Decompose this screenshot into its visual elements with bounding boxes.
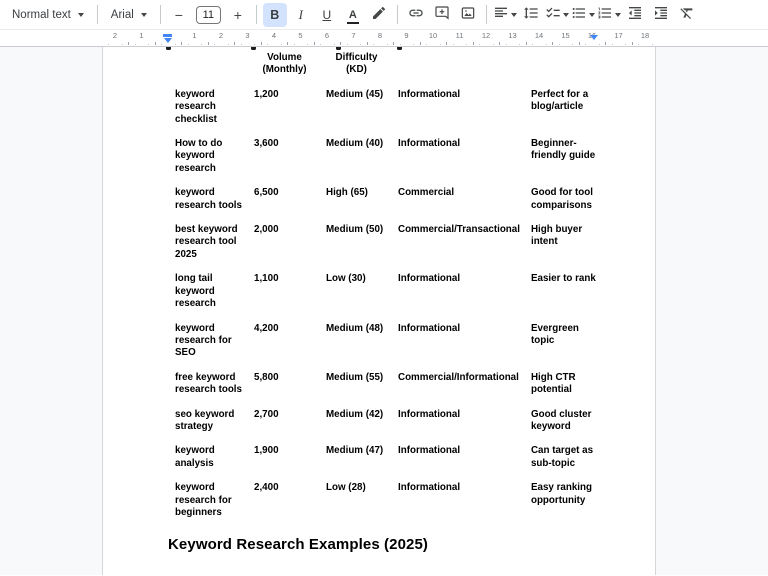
ruler-dot bbox=[400, 44, 401, 46]
link-icon bbox=[408, 5, 424, 24]
ruler-dot bbox=[612, 44, 613, 46]
table-cell[interactable]: Informational bbox=[398, 482, 461, 494]
checklist-button[interactable] bbox=[545, 3, 569, 27]
ruler-dot bbox=[638, 44, 639, 46]
ruler-dot bbox=[546, 44, 547, 46]
table-cell[interactable]: 1,100 bbox=[254, 273, 279, 285]
table-row bbox=[168, 273, 607, 322]
decrease-indent-button[interactable] bbox=[623, 3, 647, 27]
table-cell[interactable]: Medium (40) bbox=[326, 138, 384, 150]
italic-icon: I bbox=[298, 6, 303, 22]
document-heading[interactable]: Keyword Research Examples (2025) bbox=[168, 536, 428, 554]
ruler-dot bbox=[493, 44, 494, 46]
table-cell[interactable]: Evergreen topic bbox=[530, 322, 579, 346]
ruler-dot bbox=[625, 44, 626, 46]
ruler-number: 15 bbox=[561, 31, 570, 40]
checklist-icon bbox=[545, 5, 561, 24]
line-spacing-icon bbox=[523, 5, 539, 24]
table-row bbox=[168, 409, 607, 446]
ruler-dot bbox=[241, 44, 242, 46]
ruler-tick bbox=[155, 42, 156, 46]
ruler-tick bbox=[499, 42, 500, 46]
ruler-dot bbox=[148, 44, 149, 46]
ruler-dot bbox=[122, 44, 123, 46]
ruler-number: 8 bbox=[377, 31, 383, 40]
table-cell[interactable]: Informational bbox=[398, 273, 461, 285]
table-row bbox=[168, 323, 607, 372]
table-cell[interactable]: Medium (55) bbox=[326, 371, 384, 383]
ruler-tick bbox=[393, 42, 394, 46]
ruler-dot bbox=[599, 44, 600, 46]
chevron-down-icon bbox=[78, 13, 84, 17]
ruler-dot bbox=[281, 44, 282, 46]
table-header-cell[interactable]: Difficulty (KD) bbox=[335, 52, 378, 76]
ruler-dot bbox=[519, 44, 520, 46]
table-row bbox=[168, 138, 607, 187]
chevron-down-icon bbox=[511, 13, 517, 17]
toolbar-divider bbox=[97, 5, 98, 24]
toolbar-divider bbox=[397, 5, 398, 24]
ruler-number: 7 bbox=[351, 31, 356, 40]
clipped-text-remnant bbox=[336, 47, 341, 50]
ruler[interactable] bbox=[0, 30, 768, 47]
ruler-number: 2 bbox=[218, 31, 224, 40]
ruler-dot bbox=[347, 44, 348, 46]
table-header-cell[interactable]: Volume (Monthly) bbox=[262, 52, 307, 76]
toolbar-divider bbox=[160, 5, 161, 24]
ruler-number: 17 bbox=[614, 31, 623, 40]
table-header-cell[interactable] bbox=[524, 47, 607, 89]
keyword-table[interactable] bbox=[168, 47, 607, 531]
table-cell[interactable]: Easier to rank bbox=[530, 273, 596, 285]
ruler-tick bbox=[367, 42, 368, 46]
table-cell[interactable]: Medium (48) bbox=[326, 322, 384, 334]
clipped-text-remnant bbox=[397, 47, 402, 50]
table-cell[interactable]: keyword research tools bbox=[175, 187, 242, 211]
ruler-dot bbox=[479, 44, 480, 46]
ruler-dot bbox=[307, 44, 308, 46]
ruler-dot bbox=[254, 44, 255, 46]
ruler-dot bbox=[214, 44, 215, 46]
add-comment-icon bbox=[434, 5, 450, 24]
table-header-cell[interactable] bbox=[391, 47, 524, 89]
toolbar-divider bbox=[256, 5, 257, 24]
ruler-dot bbox=[334, 44, 335, 46]
ruler-number: 14 bbox=[534, 31, 544, 40]
ruler-dot bbox=[652, 44, 653, 46]
ruler-dot bbox=[453, 44, 454, 46]
table-cell[interactable]: 2,700 bbox=[254, 408, 279, 420]
ruler-dot bbox=[373, 44, 374, 46]
ruler-dot bbox=[320, 44, 321, 46]
ruler-number: 9 bbox=[404, 31, 409, 40]
table-cell[interactable]: Commercial/Informational bbox=[398, 371, 519, 383]
paragraph-style-selector[interactable] bbox=[4, 3, 92, 27]
ruler-tick bbox=[261, 42, 262, 46]
font-size-input[interactable]: 11 bbox=[196, 6, 221, 24]
bulleted-list-button[interactable] bbox=[571, 3, 595, 27]
toolbar bbox=[0, 0, 768, 30]
ruler-tick bbox=[579, 42, 580, 46]
clipped-text-remnant bbox=[166, 47, 171, 50]
table-cell[interactable]: 4,200 bbox=[254, 322, 279, 334]
ruler-tick bbox=[208, 42, 209, 46]
right-indent-marker[interactable] bbox=[590, 35, 598, 40]
line-spacing-button[interactable] bbox=[519, 3, 543, 27]
table-cell[interactable]: Medium (45) bbox=[326, 88, 384, 100]
ruler-number: 12 bbox=[481, 31, 491, 40]
ruler-dot bbox=[188, 44, 189, 46]
table-cell[interactable]: Good cluster keyword bbox=[530, 408, 592, 432]
ruler-number: 18 bbox=[640, 31, 650, 40]
table-cell[interactable]: seo keyword strategy bbox=[175, 408, 235, 432]
table-cell[interactable]: Informational bbox=[398, 138, 461, 150]
table-cell[interactable]: 6,500 bbox=[254, 187, 279, 199]
table-cell[interactable]: Medium (47) bbox=[326, 445, 384, 457]
ruler-number: 16 bbox=[587, 31, 597, 40]
table-cell[interactable]: High buyer intent bbox=[530, 224, 583, 248]
ruler-number: 10 bbox=[428, 31, 438, 40]
decrease-font-size-button[interactable]: − bbox=[167, 3, 191, 27]
ruler-dot bbox=[108, 44, 109, 46]
ruler-tick bbox=[234, 42, 235, 46]
table-cell[interactable]: best keyword research tool 2025 bbox=[175, 224, 238, 260]
table-cell[interactable]: Commercial bbox=[398, 187, 455, 199]
image-icon bbox=[460, 5, 476, 24]
table-cell[interactable]: Informational bbox=[398, 408, 461, 420]
ruler-tick bbox=[526, 42, 527, 46]
ruler-dot bbox=[532, 44, 533, 46]
ruler-tick bbox=[605, 42, 606, 46]
table-cell[interactable]: Can target as sub-topic bbox=[530, 445, 594, 469]
underline-icon: U bbox=[322, 7, 332, 22]
align-button[interactable] bbox=[493, 3, 517, 27]
highlighter-pen-icon bbox=[371, 5, 387, 24]
table-cell[interactable]: Low (30) bbox=[326, 273, 366, 285]
increase-indent-icon bbox=[653, 5, 669, 24]
table-cell[interactable]: High (65) bbox=[326, 187, 368, 199]
font-label: Arial bbox=[110, 8, 134, 21]
table-header-row bbox=[168, 47, 607, 89]
ruler-dot bbox=[161, 44, 162, 46]
document-canvas bbox=[0, 47, 768, 575]
ruler-tick bbox=[314, 42, 315, 46]
table-cell[interactable]: 5,800 bbox=[254, 371, 279, 383]
ruler-number: 1 bbox=[192, 31, 197, 40]
bold-icon: B bbox=[270, 7, 280, 22]
decrease-indent-icon bbox=[627, 5, 643, 24]
chevron-down-icon bbox=[563, 13, 569, 17]
ruler-number: 11 bbox=[455, 31, 464, 40]
clear-formatting-icon bbox=[679, 5, 695, 24]
insert-image-button[interactable] bbox=[456, 3, 480, 27]
table-cell[interactable]: keyword analysis bbox=[175, 445, 215, 469]
text-color-button[interactable] bbox=[341, 3, 365, 27]
chevron-down-icon bbox=[615, 13, 621, 17]
ruler-tick bbox=[420, 42, 421, 46]
ruler-dot bbox=[228, 44, 229, 46]
ruler-tick bbox=[340, 42, 341, 46]
align-left-icon bbox=[493, 5, 509, 24]
ruler-tick bbox=[446, 42, 447, 46]
table-cell[interactable]: Informational bbox=[398, 445, 461, 457]
table-cell[interactable]: free keyword research tools bbox=[175, 371, 242, 396]
bulleted-list-icon bbox=[571, 5, 587, 24]
table-cell[interactable]: Perfect for a blog/article bbox=[530, 88, 589, 113]
ruler-dot bbox=[413, 44, 414, 46]
table-cell[interactable]: How to do keyword research bbox=[175, 138, 223, 174]
ruler-dot bbox=[360, 44, 361, 46]
table-row bbox=[168, 372, 607, 409]
table-row bbox=[168, 482, 607, 531]
left-indent-triangle-icon bbox=[164, 38, 172, 43]
table-cell[interactable]: 2,400 bbox=[254, 482, 279, 494]
table-cell[interactable]: 2,000 bbox=[254, 224, 279, 236]
table-cell[interactable]: Good for tool comparisons bbox=[530, 187, 593, 211]
table-cell[interactable]: High CTR potential bbox=[530, 371, 576, 396]
table-cell[interactable]: 1,900 bbox=[254, 445, 279, 457]
ruler-dot bbox=[426, 44, 427, 46]
table-cell[interactable]: Informational bbox=[398, 88, 461, 100]
table-cell[interactable]: 3,600 bbox=[254, 138, 279, 150]
right-indent-triangle-icon bbox=[590, 35, 598, 40]
ruler-dot bbox=[175, 44, 176, 46]
table-cell[interactable]: Informational bbox=[398, 322, 461, 334]
table-row bbox=[168, 187, 607, 224]
ruler-number: 1 bbox=[139, 31, 144, 40]
table-cell[interactable]: Easy ranking opportunity bbox=[530, 482, 592, 506]
clipped-text-remnant bbox=[251, 47, 256, 50]
ruler-dot bbox=[559, 44, 560, 46]
table-cell[interactable]: Commercial/Transactional bbox=[398, 224, 520, 236]
table-row bbox=[168, 89, 607, 138]
ruler-number: 13 bbox=[508, 31, 517, 40]
insert-link-button[interactable] bbox=[404, 3, 428, 27]
paragraph-style-label: Normal text bbox=[12, 8, 71, 21]
add-comment-button[interactable] bbox=[430, 3, 454, 27]
ruler-dot bbox=[466, 44, 467, 46]
ruler-tick bbox=[128, 42, 129, 46]
page-content bbox=[168, 47, 630, 552]
ruler-tick bbox=[473, 42, 474, 46]
table-cell[interactable]: keyword research for SEO bbox=[175, 322, 232, 359]
clear-formatting-button[interactable] bbox=[675, 3, 699, 27]
toolbar-divider bbox=[486, 5, 487, 24]
italic-button[interactable] bbox=[289, 3, 313, 27]
table-row bbox=[168, 224, 607, 273]
table-row bbox=[168, 445, 607, 482]
ruler-number: 5 bbox=[298, 31, 303, 40]
ruler-dot bbox=[572, 44, 573, 46]
ruler-dot bbox=[440, 44, 441, 46]
font-selector[interactable] bbox=[103, 3, 155, 27]
ruler-tick bbox=[552, 42, 553, 46]
increase-font-size-button[interactable]: + bbox=[226, 3, 250, 27]
ruler-number: 3 bbox=[245, 31, 250, 40]
table-cell[interactable]: Medium (50) bbox=[326, 224, 384, 236]
table-cell[interactable]: keyword research checklist bbox=[175, 88, 217, 125]
ruler-dot bbox=[585, 44, 586, 46]
ruler-dot bbox=[135, 44, 136, 46]
first-line-indent-icon bbox=[163, 34, 172, 37]
ruler-tick bbox=[181, 42, 182, 46]
ruler-number: 2 bbox=[112, 31, 118, 40]
table-cell[interactable]: 1,200 bbox=[254, 88, 279, 100]
ruler-dot bbox=[201, 44, 202, 46]
table-header-cell[interactable] bbox=[168, 47, 247, 89]
ruler-tick bbox=[287, 42, 288, 46]
highlight-color-button[interactable] bbox=[367, 3, 391, 27]
ruler-number: 6 bbox=[324, 31, 330, 40]
ruler-dot bbox=[506, 44, 507, 46]
ruler-number: 4 bbox=[271, 31, 277, 40]
table-cell[interactable]: Medium (42) bbox=[326, 408, 384, 420]
ruler-dot bbox=[387, 44, 388, 46]
ruler-dot bbox=[294, 44, 295, 46]
chevron-down-icon bbox=[141, 13, 147, 17]
increase-indent-button[interactable] bbox=[649, 3, 673, 27]
table-cell[interactable]: keyword research for beginners bbox=[175, 482, 232, 518]
left-indent-marker[interactable] bbox=[163, 34, 172, 43]
underline-button[interactable] bbox=[315, 3, 339, 27]
numbered-list-icon bbox=[597, 5, 613, 24]
table-cell[interactable]: Low (28) bbox=[326, 482, 366, 494]
table-cell[interactable]: long tail keyword research bbox=[175, 273, 216, 310]
table-cell[interactable]: Beginner-friendly guide bbox=[530, 138, 596, 162]
document-page[interactable] bbox=[102, 47, 656, 575]
ruler-dot bbox=[267, 44, 268, 46]
bold-button[interactable] bbox=[263, 3, 287, 27]
numbered-list-button[interactable] bbox=[597, 3, 621, 27]
text-color-icon: A bbox=[349, 10, 357, 20]
ruler-tick bbox=[632, 42, 633, 46]
chevron-down-icon bbox=[589, 13, 595, 17]
